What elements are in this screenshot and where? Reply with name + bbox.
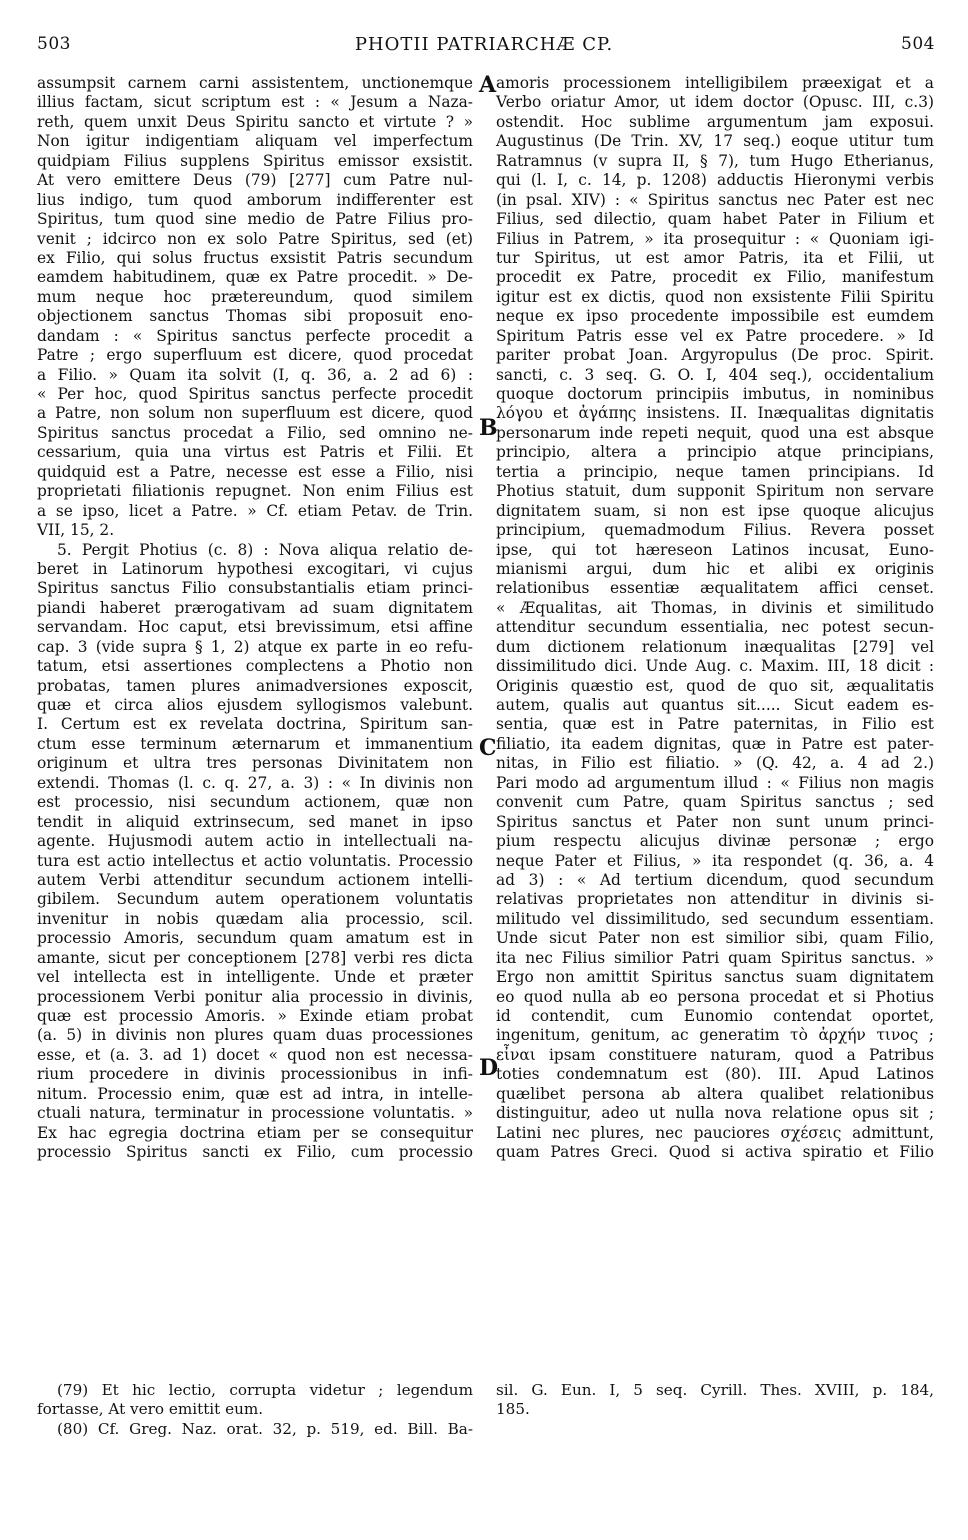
text-line: reth, quem unxit Deus Spiritu sancto et virtute ? » <box>37 112 473 131</box>
text-line: « Æqualitas, ait Thomas, in divinis et similitudo <box>496 598 934 617</box>
margin-marker-c: C <box>479 735 497 761</box>
text-line: Verbo oriatur Amor, ut idem doctor (Opusc. III, c.3) <box>496 93 934 112</box>
text-line: toties condemnatum est (80). III. Apud Latinos <box>496 1065 934 1084</box>
text-line: servandam. Hoc caput, etsi brevissimum, etsi affine <box>37 618 473 637</box>
text-line: tatum, etsi assertiones complectens a Photio non <box>37 657 473 676</box>
text-line: λόγου et ἀγάπης insistens. II. Inæqualitas dignitatis <box>496 404 934 423</box>
text-line: autem, qualis aut quantus sit..... Sicut eadem es- <box>496 696 934 714</box>
text-line: a se ipso, licet a Patre. » Cf. etiam Petav. de Trin. <box>37 501 473 520</box>
text-line: mianismi argui, dum hic et alibi ex originis <box>496 559 934 578</box>
text-line: Spiritus sanctus procedat a Filio, sed omnino ne- <box>37 423 473 442</box>
text-line: lius indigo, tum quod amborum indifferenter est <box>37 190 473 209</box>
running-title: PHOTII PATRIARCHÆ CP. <box>354 34 614 55</box>
text-line: piandi haberet prærogativam ad suam dignitatem <box>37 598 473 617</box>
page-number-right: 504 <box>901 34 935 54</box>
text-line: tura est actio intellectus et actio voluntatis. Processio <box>37 851 473 870</box>
text-line: eamdem habitudinem, quæ ex Patre procedit. » De- <box>37 268 473 287</box>
text-line: Spiritus, tum quod sine medio de Patre Filius pro- <box>37 210 473 229</box>
text-line: dignitatem suam, si non est ipse quoque alicujus <box>496 501 934 520</box>
text-line: beret in Latinorum hypothesi excogitari, vi cujus <box>37 559 473 578</box>
text-line: Ex hac egregia doctrina etiam per se consequitur <box>37 1123 473 1142</box>
footnote-line: sil. G. Eun. I, 5 seq. Cyrill. Thes. XVIII, p. 184, <box>496 1381 934 1399</box>
text-line: ad 3) : « Ad tertium dicendum, quod secundum <box>496 870 934 889</box>
text-line: amante, sicut per conceptionem [278] verbi res dicta <box>37 948 473 967</box>
text-line: quam Patres Greci. Quod si activa spiratio et Filio <box>496 1143 934 1162</box>
text-line: processio Amoris, secundum quam amatum est in <box>37 929 473 948</box>
text-line: originum et ultra tres personas Divinitatem non <box>37 754 473 773</box>
text-line: id contendit, cum Eunomio contendat oportet, <box>496 1007 934 1025</box>
left-column <box>37 74 473 1163</box>
footnote-line: (79) Et hic lectio, corrupta videtur ; legendum <box>57 1381 473 1399</box>
text-line: attenditur secundum essentialia, nec potest secun- <box>496 618 934 637</box>
text-line: Ratramnus (v supra II, § 7), tum Hugo Etherianus, <box>496 151 934 170</box>
text-line: tendit in aliquid extrinsecum, sed manet in ipso <box>37 812 473 831</box>
text-line: assumpsit carnem carni assistentem, unctionemque <box>37 74 473 92</box>
text-line: personarum inde repeti nequit, quod una est absque <box>496 423 934 442</box>
text-line: Filius in Patrem, » ita prosequitur : « Quoniam igi- <box>496 229 934 248</box>
text-line: extendi. Thomas (l. c. q. 27, a. 3) : « In divinis non <box>37 773 473 792</box>
text-line: rium procedere in divinis processionibus in infi- <box>37 1065 473 1084</box>
text-line: principio, altera a principio atque principians, <box>496 443 934 462</box>
text-line: vel intellecta est in intelligente. Unde et præter <box>37 968 473 987</box>
text-line: distinguitur, adeo ut nulla nova relatione opus sit ; <box>496 1104 934 1123</box>
text-line: pariter probat Joan. Argyropulus (De proc. Spirit. <box>496 346 934 365</box>
text-line: quidquid est a Patre, necesse est esse a Filio, nisi <box>37 462 473 481</box>
footnote-line: fortasse, At vero emittit eum. <box>37 1400 264 1419</box>
text-line: igitur est ex dictis, quod non exsistente Filii Spiritu <box>496 287 934 306</box>
text-line: proprietati filiationis repugnet. Non enim Filius est <box>37 482 473 501</box>
text-line: Spiritus sanctus Filio consubstantialis etiam princi- <box>37 579 473 598</box>
margin-marker-d: D <box>479 1055 499 1081</box>
text-line: ipse, qui tot hæreseon Latinos incusat, Euno- <box>496 540 934 559</box>
text-line: nitas, in Filio est filiatio. » (Q. 42, a. 4 ad 2.) <box>496 754 934 773</box>
text-line: a Patre, non solum non superfluum est dicere, quod <box>37 404 473 423</box>
page-number-left: 503 <box>37 34 71 54</box>
text-line: quæ est processio Amoris. » Exinde etiam probat <box>37 1007 473 1025</box>
footnote-line: (80) Cf. Greg. Naz. orat. 32, p. 519, ed. Bill. Ba- <box>57 1419 473 1438</box>
text-line: ex Filio, qui solus fructus exsistit Patris secundum <box>37 248 473 267</box>
text-line: sentia, quæ est in Patre paternitas, in Filio est <box>496 715 934 734</box>
text-line: probatas, tamen plures animadversiones exposcit, <box>37 676 473 695</box>
text-line: venit ; idcirco non ex solo Patre Spiritus, sed (et) <box>37 229 473 248</box>
text-line: Photius statuit, dum supponit Spiritum non servare <box>496 482 934 501</box>
text-line: dum dictionem relationum inæqualitas [279] vel <box>496 637 934 656</box>
text-line: At vero emittere Deus (79) [277] cum Patre nul- <box>37 171 473 190</box>
text-line: filiatio, ita eadem dignitas, quæ in Patre est pater- <box>496 734 934 753</box>
text-line: quæ et circa alios ejusdem syllogismos valebunt. <box>37 696 473 714</box>
text-line: quælibet persona ab altera qualibet relationibus <box>496 1084 934 1103</box>
text-line: militudo vel dissimilitudo, sed secundum essentiam. <box>496 909 934 928</box>
right-column <box>496 74 934 1163</box>
text-line: tertia a principio, neque tamen principians. Id <box>496 462 934 481</box>
text-line: qui (l. I, c. 14, p. 1208) adductis Hieronymi verbis <box>496 171 934 190</box>
text-line: procedit ex Patre, procedit ex Filio, manifestum <box>496 268 934 287</box>
text-line: tur Spiritus, ut est amor Patris, ita et Filii, ut <box>496 248 934 267</box>
text-line: (a. 5) in divinis non plures quam duas processiones <box>37 1026 473 1045</box>
text-line: mum neque hoc prætereundum, quod similem <box>37 287 473 306</box>
text-line: neque Pater et Filius, » ita respondet (q. 36, a. 4 <box>496 851 934 870</box>
text-line: Non igitur indigentiam aliquam vel imperfectum <box>37 132 473 151</box>
text-line: convenit cum Patre, quam Spiritus sanctus ; sed <box>496 793 934 812</box>
text-line: Latini nec plures, nec pauciores σχέσεις admittunt, <box>496 1123 934 1142</box>
text-line: sancti, c. 3 seq. G. O. I, 404 seq.), occidentalium <box>496 365 934 384</box>
text-line: « Per hoc, quod Spiritus sanctus perfecte procedit <box>37 385 473 403</box>
text-line: ita nec Filius similior Patri quam Spiritus sanctus. » <box>496 948 934 967</box>
text-line: processionem Verbi ponitur alia processio in divinis, <box>37 987 473 1006</box>
margin-marker-a: A <box>479 72 497 98</box>
text-line: agente. Hujusmodi autem actio in intellectuali na- <box>37 832 473 851</box>
text-line: (in psal. XIV) : « Spiritus sanctus nec Pater est nec <box>496 190 934 209</box>
text-line: Unde sicut Pater non est similior sibi, quam Filio, <box>496 929 934 948</box>
text-line: a Filio. » Quam ita solvit (I, q. 36, a. 2 ad 6) : <box>37 365 473 384</box>
text-line: eo quod nulla ab eo persona procedat et si Photius <box>496 987 934 1006</box>
text-line: nitum. Processio enim, quæ est ad intra, in intelle- <box>37 1084 473 1103</box>
text-line: est processio, nisi secundum actionem, quæ non <box>37 793 473 812</box>
text-line: ctuali natura, terminatur in processione voluntatis. » <box>37 1104 473 1123</box>
text-line: autem Verbi attenditur secundum actionem intelli- <box>37 870 473 889</box>
text-line: VII, 15, 2. <box>37 521 115 540</box>
text-line: Patre ; ergo superfluum est dicere, quod procedat <box>37 346 473 365</box>
text-line: εἶναι ipsam constituere naturam, quod a Patribus <box>496 1045 934 1064</box>
text-line: quoque doctorum principiis imbutus, in nominibus <box>496 385 934 403</box>
text-line: Pari modo ad argumentum illud : « Filius non magis <box>496 773 934 792</box>
right-footnotes <box>496 1381 934 1420</box>
text-line: esse, et (a. 3. ad 1) docet « quod non est necessa- <box>37 1045 473 1064</box>
text-line: cessarium, quia una virtus est Patris et Filii. Et <box>37 443 473 462</box>
text-line: cap. 3 (vide supra § 1, 2) atque ex parte in eo refu- <box>37 637 473 656</box>
text-line: dandam : « Spiritus sanctus perfecte procedit a <box>37 326 473 345</box>
text-line: dissimilitudo dici. Unde Aug. c. Maxim. III, 18 dicit : <box>496 657 934 676</box>
text-line: Spiritus sanctus et Pater non sunt unum princi- <box>496 812 934 831</box>
text-line: pium respectu alicujus divinæ personæ ; ergo <box>496 832 934 851</box>
text-line: ctum esse terminum æternarum et immanentium <box>37 734 473 753</box>
text-line: principium, quemadmodum Filius. Revera posset <box>496 521 934 540</box>
text-line: illius factam, sicut scriptum est : « Jesum a Naza- <box>37 93 473 112</box>
text-line: Augustinus (De Trin. XV, 17 seq.) eoque utitur tum <box>496 132 934 151</box>
text-line: Originis quæstio est, quod de quo sit, æqualitatis <box>496 676 934 695</box>
text-line: Filius, sed dilectio, quam habet Pater in Filium et <box>496 210 934 229</box>
text-line: quidpiam Filius supplens Spiritus emissor exsistit. <box>37 151 473 170</box>
text-line: Ergo non amittit Spiritus sanctus suam dignitatem <box>496 968 934 987</box>
left-footnotes <box>37 1381 473 1439</box>
text-line: invenitur in nobis quædam alia processio, scil. <box>37 909 473 928</box>
text-line: relativas proprietates non attenditur in divinis si- <box>496 890 934 909</box>
margin-marker-b: B <box>479 415 498 441</box>
text-line: ingenitum, genitum, ac generatim τὸ ἀρχήν τινος ; <box>496 1026 934 1045</box>
text-line: gibilem. Secundum autem operationem voluntatis <box>37 890 473 909</box>
text-line: objectionem sanctus Thomas sibi proposuit eno- <box>37 307 473 326</box>
text-line: 5. Pergit Photius (c. 8) : Nova aliqua relatio de- <box>57 540 473 559</box>
text-line: relationibus essentiæ æqualitatem affici censet. <box>496 579 934 598</box>
text-line: amoris processionem intelligibilem præexigat et a <box>496 74 934 92</box>
text-line: ostendit. Hoc sublime argumentum jam exposui. <box>496 112 934 131</box>
text-line: Spiritum Patris esse vel ex Patre procedere. » Id <box>496 326 934 345</box>
text-line: neque ex ipso procedente impossibile est eumdem <box>496 307 934 326</box>
text-line: processio Spiritus sancti ex Filio, cum processio <box>37 1143 473 1162</box>
text-line: I. Certum est ex revelata doctrina, Spiritum san- <box>37 715 473 734</box>
footnote-line: 185. <box>496 1400 530 1419</box>
